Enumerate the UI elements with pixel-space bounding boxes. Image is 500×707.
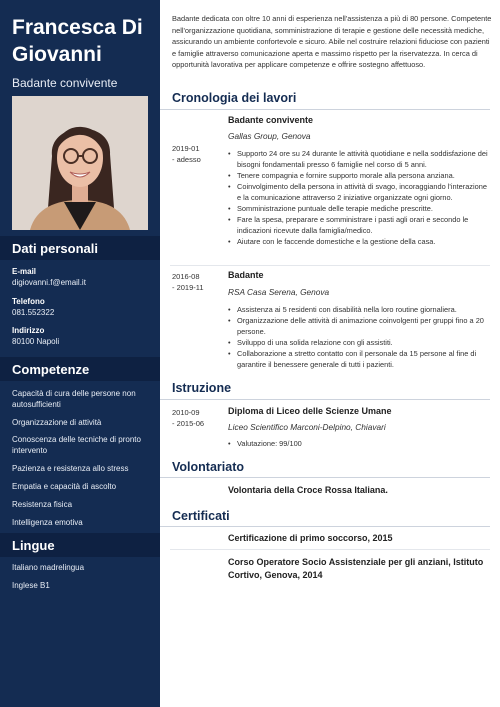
skill-item: Pazienza e resistenza allo stress <box>12 464 129 473</box>
list-item: • Somministrazione puntuale delle terapie mediche prescritte. <box>228 203 490 214</box>
education-degree: Diploma di Liceo delle Scienze Umane <box>228 406 392 416</box>
job-2-title: Badante <box>228 270 264 280</box>
sidebar <box>0 0 160 707</box>
profile-photo <box>12 96 148 230</box>
list-item: • Sviluppo di una solida relazione con gli assistiti. <box>228 337 490 348</box>
education-details <box>228 438 490 449</box>
section-divider <box>160 477 490 478</box>
personal-data-header: Dati personali <box>0 236 160 260</box>
job-1-dates <box>172 143 222 165</box>
skill-item: Organizzazione di attività <box>12 418 102 427</box>
profile-summary: Badante dedicata con oltre 10 anni di esperienza nell'assistenza a più di 80 persone. Competente nell'organizzazione quotidiana, somministrazione di terapie e gestione delle necessità mediche, assicurando un ambiente confortevole e sicuro. Abile nel costruire relazioni fiduciose con pazienti e famiglie attraverso comunicazione aperta e massimo rispetto per la riservatezza. In cerca di opportunità lavorativa per applicare competenze e offrire sostegno affettuoso. <box>172 14 492 69</box>
work-history-title: Cronologia dei lavori <box>172 91 297 105</box>
email-label: E-mail <box>12 267 37 276</box>
name-line-2: Giovanni <box>12 43 102 66</box>
skill-item: Capacità di cura delle persone non autosufficienti <box>12 389 136 409</box>
skill-item: Intelligenza emotiva <box>12 518 83 527</box>
education-dates <box>172 407 222 429</box>
education-school: Liceo Scientifico Marconi-Delpino, Chiavari <box>228 422 386 432</box>
list-item: • Tenere compagnia e fornire supporto morale alla persona anziana. <box>228 170 490 181</box>
phone-label: Telefono <box>12 297 45 306</box>
email-value: digiovanni.f@email.it <box>12 278 86 287</box>
certificates-title: Certificati <box>172 509 230 523</box>
skills-header: Competenze <box>0 357 160 381</box>
volunteering-title: Volontariato <box>172 460 244 474</box>
list-item: • Coinvolgimento della persona in attività di svago, incoraggiando l'interazione e la comunicazione attraverso 2 iniziative organizzate ogni giorno. <box>228 181 490 203</box>
education-title: Istruzione <box>172 381 232 395</box>
certificate-item: Certificazione di primo soccorso, 2015 <box>228 533 393 543</box>
skill-item: Empatia e capacità di ascolto <box>12 482 117 491</box>
list-item: • Fare la spesa, preparare e somministrare i pasti agli orari e secondo le indicazioni ricevute dalla famiglia/medico. <box>228 214 490 236</box>
candidate-name <box>0 0 160 68</box>
portrait-image <box>12 96 148 230</box>
language-item: Inglese B1 <box>12 581 50 590</box>
skill-item: Conoscenza delle tecniche di pronto intervento <box>12 435 141 455</box>
address-block <box>12 325 152 347</box>
job-1-company: Gallas Group, Genova <box>228 131 311 141</box>
list-item: • Assistenza ai 5 residenti con disabilità nella loro routine giornaliera. <box>228 304 490 315</box>
list-item: • Supporto 24 ore su 24 durante le attività quotidiane e nella soddisfazione dei bisogni fondamentali presso 6 famiglie nel corso di 5 anni. <box>228 148 490 170</box>
section-divider <box>160 109 490 110</box>
education-date-start: 2010-09 <box>172 408 200 417</box>
list-item: • Valutazione: 99/100 <box>228 438 490 449</box>
phone-block <box>12 296 152 318</box>
language-item: Italiano madrelingua <box>12 563 85 572</box>
list-item: • Collaborazione a stretto contatto con il personale da 15 persone al fine di garantire il benessere generale di tutti i pazienti. <box>228 348 490 370</box>
email-block <box>12 266 152 288</box>
job-2-duties <box>228 304 490 370</box>
section-divider <box>160 526 490 527</box>
address-label: Indirizzo <box>12 326 45 335</box>
education-date-end: - 2015-06 <box>172 419 205 428</box>
section-divider <box>160 399 490 400</box>
languages-header: Lingue <box>0 533 160 557</box>
candidate-role: Badante convivente <box>12 76 118 90</box>
certificate-item: Corso Operatore Socio Assistenziale per gli anziani, Istituto Cortivo, Genova, 2014 <box>228 557 484 580</box>
job-1-date-start: 2019-01 <box>172 144 200 153</box>
volunteering-item: Volontaria della Croce Rossa Italiana. <box>228 485 388 495</box>
entry-divider <box>170 265 490 266</box>
main-content <box>160 0 500 707</box>
phone-value: 081.552322 <box>12 308 55 317</box>
job-2-date-start: 2016-08 <box>172 272 200 281</box>
job-2-company: RSA Casa Serena, Genova <box>228 287 330 297</box>
job-2-date-end: - 2019-11 <box>172 283 204 292</box>
skill-item: Resistenza fisica <box>12 500 73 509</box>
job-1-title: Badante convivente <box>228 115 314 125</box>
job-1-date-end: - adesso <box>172 155 201 164</box>
list-item: • Organizzazione delle attività di animazione coinvolgenti per gruppi fino a 20 persone. <box>228 315 490 337</box>
entry-divider <box>170 549 490 550</box>
job-1-duties <box>228 148 490 247</box>
list-item: • Aiutare con le faccende domestiche e la gestione della casa. <box>228 236 490 247</box>
name-line-1: Francesca Di <box>12 16 143 39</box>
job-2-dates <box>172 271 222 293</box>
address-value: 80100 Napoli <box>12 337 60 346</box>
